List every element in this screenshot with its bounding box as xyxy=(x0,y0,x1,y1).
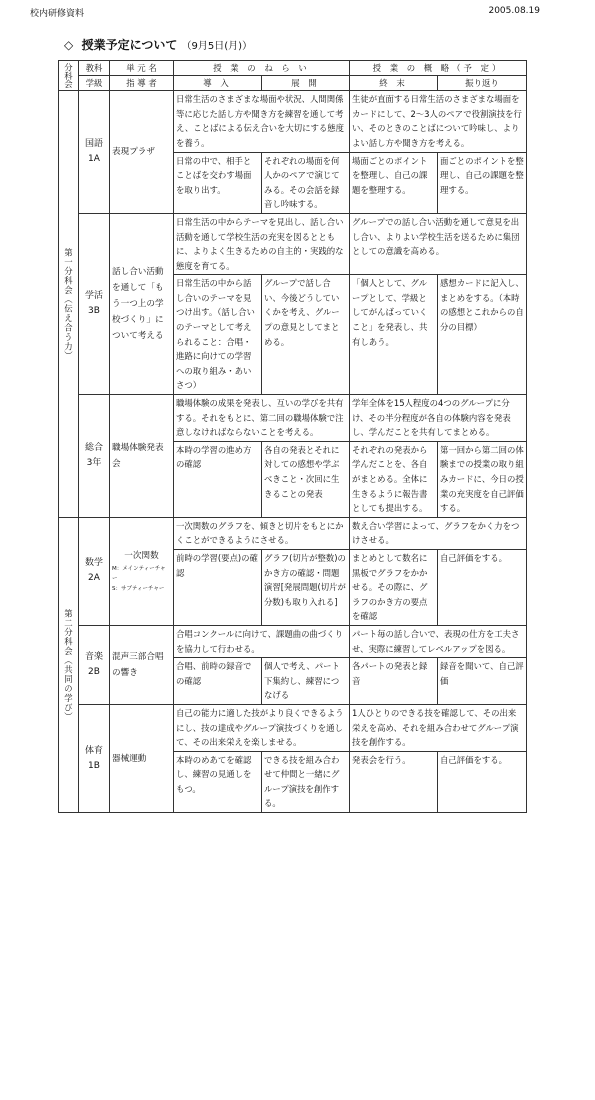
reflect-text: 第一回から第二回の体験までの授業の取り組みカードに、今日の授業の充実度を自己評価する。 xyxy=(438,441,527,517)
teacher-header: 指 導 者 xyxy=(110,76,174,91)
page-title xyxy=(64,36,252,53)
subject-name: 体育 xyxy=(84,745,103,756)
class-name: 2A xyxy=(88,573,100,584)
intro-text: 日常の中で、相手とことばを交わす場面を取り出す。 xyxy=(174,152,262,213)
lesson-row-aim xyxy=(59,395,527,442)
end-text: まとめとして数名に黒板でグラフをかかせる。その際に、グラフのかき方の要点を確認 xyxy=(350,549,438,625)
header-row-2 xyxy=(59,76,527,91)
subject-cell xyxy=(79,517,110,625)
aim-text: 一次関数のグラフを、傾きと切片をもとにかくことができるようにさせる。 xyxy=(174,517,350,549)
subject-name: 学活 xyxy=(84,290,103,301)
lesson-row-aim xyxy=(59,91,527,152)
unit-name: 職場体験発表会 xyxy=(110,395,174,518)
subject-name: 国語 xyxy=(84,139,103,150)
reflect-text: 自己評価をする。 xyxy=(438,549,527,625)
unit-name: 一次関数 xyxy=(124,551,159,562)
intro-text: 本時のめあてを確認し、練習の見通しをもつ。 xyxy=(174,751,262,812)
lesson-row-aim xyxy=(59,704,527,751)
header-row-1 xyxy=(59,61,527,76)
intro-text: 合唱、前時の録音での確認 xyxy=(174,658,262,705)
class-header: 学級 xyxy=(79,76,110,91)
aim-text: 自己の能力に適した技がより良くできるようにし、技の達成やグループ演技づくりを通して、その出来栄えを楽しませる。 xyxy=(174,704,350,751)
develop-header: 展 開 xyxy=(262,76,350,91)
subject-name: 総合 xyxy=(84,442,103,453)
intro-text: 日常生活の中から話し合いのテーマを見つけ出す。（話し合いのテーマとして考えられること：合唱・進路に向けての学習への取り組み・あいさつ） xyxy=(174,275,262,395)
reflect-header: 振り返り xyxy=(438,76,527,91)
subject-cell xyxy=(79,625,110,704)
teacher-main: M：メインティーチャー xyxy=(112,566,166,583)
unit-name: 器械運動 xyxy=(110,704,174,812)
end-text: 場面ごとのポイントを整理し、自己の課題を整理する。 xyxy=(350,152,438,213)
develop-text: グラフ(切片が整数)のかき方の確認・問題演習[発展問題(切片が分数)も取り入れる] xyxy=(262,549,350,625)
class-name: 3年 xyxy=(86,457,102,468)
aim-text: 合唱コンクールに向けて、課題曲の曲づくりを協力して行わせる。 xyxy=(174,625,350,657)
aim-header: 授 業 の ね ら い xyxy=(174,61,350,76)
lesson-row-aim xyxy=(59,517,527,549)
reflect-text: 自己評価をする。 xyxy=(438,751,527,812)
title-date: （9月5日(月)） xyxy=(181,41,253,52)
outline-text: 数え合い学習によって、グラフをかく力をつけさせる。 xyxy=(350,517,527,549)
intro-text: 前時の学習(要点)の確認 xyxy=(174,549,262,625)
diamond-icon: ◇ xyxy=(64,38,74,52)
header-date: 2005.08.19 xyxy=(488,6,540,16)
aim-text: 日常生活のさまざまな場面や状況、人間関係等に応じた話し方や聞き方を練習を通して考え、ことばによる伝え合いを大切にする態度を養う。 xyxy=(174,91,350,152)
subject-name: 音楽 xyxy=(84,651,103,662)
end-text: 各パートの発表と録音 xyxy=(350,658,438,705)
class-name: 1B xyxy=(88,760,100,771)
develop-text: グループで話し合い、今後どうしていくかを考え、グループの意見としてまとめる。 xyxy=(262,275,350,395)
outline-text: 1人ひとりのできる技を確認して、その出来栄えを高め、それを組み合わせてグループ演技を創作する。 xyxy=(350,704,527,751)
header-left: 校内研修資料 xyxy=(30,9,85,19)
subject-cell xyxy=(79,213,110,394)
end-text: 「個人として、グループとして、学級としてがんばっていくこと」を発表し、共有しあう。 xyxy=(350,275,438,395)
outline-header: 授 業 の 概 略（予 定） xyxy=(350,61,527,76)
end-text: 発表会を行う。 xyxy=(350,751,438,812)
outline-text: グループでの話し合い活動を通して意見を出し合い、よりよい学校生活を送るために集団としての意識を高める。 xyxy=(350,213,527,274)
develop-text: 各自の発表とそれに対しての感想や学ぶべきこと・次回に生きることの発表 xyxy=(262,441,350,517)
unit-name: 混声三部合唱の響き xyxy=(110,625,174,704)
reflect-text: 感想カードに記入し、まとめをする。（本時の感想とこれからの自分の目標） xyxy=(438,275,527,395)
develop-text: できる技を組み合わせて仲間と一緒にグループ演技を創作する。 xyxy=(262,751,350,812)
outline-text: 生徒が直面する日常生活のさまざまな場面をカードにして、2～3人のペアで役割演技を行い、そのときのことばについて吟味し、よりよい話し方や聞き方を考える。 xyxy=(350,91,527,152)
subject-name: 数学 xyxy=(84,558,103,569)
class-name: 2B xyxy=(88,666,100,677)
division-header: 分科会 xyxy=(59,61,79,91)
lesson-row-aim xyxy=(59,213,527,274)
intro-header: 導 入 xyxy=(174,76,262,91)
subject-cell xyxy=(79,704,110,812)
outline-text: パート毎の話し合いで、表現の仕方を工夫させ、実際に練習してレベルアップを図る。 xyxy=(350,625,527,657)
intro-text: 本時の学習の進め方の確認 xyxy=(174,441,262,517)
unit-name: 表現プラザ xyxy=(110,91,174,214)
unit-header: 単 元 名 xyxy=(110,61,174,76)
develop-text: 個人で考え、パート下集約し、練習につなげる xyxy=(262,658,350,705)
unit-name: 話し合い活動を通して「もう一つ上の学校づくり」について考える xyxy=(110,213,174,394)
reflect-text: 録音を聞いて、自己評価 xyxy=(438,658,527,705)
title-text: 授業予定について xyxy=(81,38,178,52)
end-header: 終 末 xyxy=(350,76,438,91)
division-label: 第二分科会（共同の学び） xyxy=(59,517,79,812)
lesson-row-aim xyxy=(59,625,527,657)
class-name: 3B xyxy=(88,305,100,316)
reflect-text: 面ごとのポイントを整理し、自己の課題を整理する。 xyxy=(438,152,527,213)
end-text: それぞれの発表から学んだことを、各自がまとめる。全体に生きるように報告書としても提出する。 xyxy=(350,441,438,517)
teacher-sub: S：サブティーチャー xyxy=(112,586,165,593)
division-label: 第一分科会（伝え合う力） xyxy=(59,91,79,518)
aim-text: 日常生活の中からテーマを見出し、話し合い活動を通して学校生活の充実を図るとともに、よりよく生きるための自主的・実践的な態度を育てる。 xyxy=(174,213,350,274)
develop-text: それぞれの場面を何人かのペアで演じてみる。その会話を録音し吟味する。 xyxy=(262,152,350,213)
outline-text: 学年全体を15人程度の4つのグループに分け、その半分程度が各自の体験内容を発表し、学んだことを共有してまとめる。 xyxy=(350,395,527,442)
subject-cell xyxy=(79,91,110,214)
lesson-plan-table xyxy=(58,60,527,813)
subject-header: 教科 xyxy=(79,61,110,76)
subject-cell xyxy=(79,395,110,518)
class-name: 1A xyxy=(88,154,100,165)
unit-cell xyxy=(110,517,174,625)
aim-text: 職場体験の成果を発表し、互いの学びを共有する。それをもとに、第二回の職場体験で注意しなければならないことを考える。 xyxy=(174,395,350,442)
